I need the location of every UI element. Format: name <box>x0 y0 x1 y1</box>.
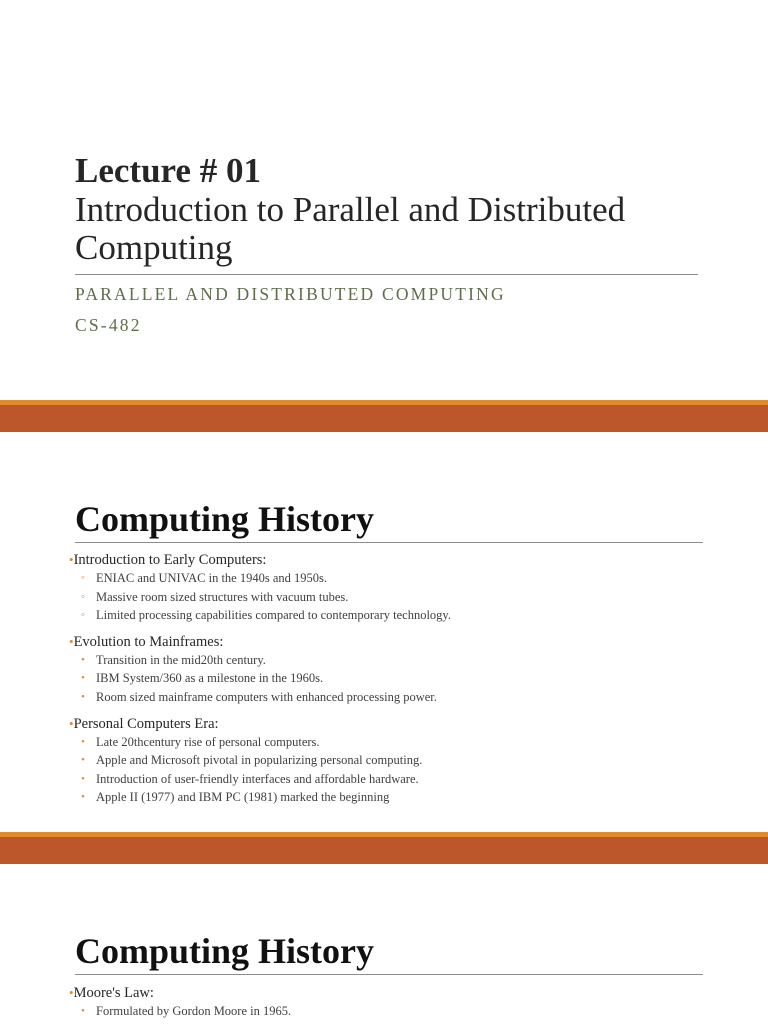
title-divider-line <box>75 274 698 275</box>
bullet-icon: • <box>69 985 74 1000</box>
bullet-heading-text: Evolution to Mainframes: <box>73 633 224 650</box>
sub-bullet-text: Limited processing capabilities compared to contemporary technology. <box>96 608 451 623</box>
slide-separator <box>0 832 768 864</box>
bullet-icon: • <box>81 690 85 703</box>
bullet-section <box>69 715 709 807</box>
slide-content <box>69 551 709 815</box>
sub-bullet-text: Apple and Microsoft pivotal in popularizing personal computing. <box>96 753 423 768</box>
sub-bullet-item <box>69 788 709 807</box>
bullet-section <box>69 633 709 707</box>
hollow-bullet-icon: ◦ <box>81 609 85 622</box>
bullet-heading-text: Moore's Law: <box>73 985 154 1001</box>
sub-bullet-text: Massive room sized structures with vacuum tubes. <box>96 589 349 604</box>
sub-bullet-text: Introduction of user-friendly interfaces and affordable hardware. <box>96 771 419 786</box>
sub-bullet-item <box>69 688 709 707</box>
bullet-icon: • <box>81 653 85 666</box>
sub-bullet-item <box>69 1002 709 1021</box>
sub-bullet-item <box>69 669 709 688</box>
sub-bullet-item <box>69 733 709 752</box>
sub-bullet-text: IBM System/360 as a milestone in the 1960s. <box>96 671 324 686</box>
sub-bullet-item <box>69 569 709 588</box>
lecture-title-line2: Computing <box>75 228 233 267</box>
bullet-icon: • <box>81 772 85 785</box>
bullet-icon: • <box>81 791 85 804</box>
slide-separator <box>0 400 768 432</box>
sub-bullet-text: Transition in the mid20th century. <box>96 652 266 667</box>
bullet-heading-text: Introduction to Early Computers: <box>73 552 267 568</box>
sub-bullet-item <box>69 588 709 607</box>
bullet-heading <box>69 715 709 733</box>
lecture-title-line1: Introduction to Parallel and Distributed <box>75 190 626 229</box>
sub-bullet-text: Apple II (1977) and IBM PC (1981) marked the beginning <box>96 790 390 805</box>
course-subtitle: PARALLEL AND DISTRIBUTED COMPUTING <box>75 284 506 304</box>
bullet-heading <box>69 633 709 651</box>
bullet-icon: • <box>69 552 74 567</box>
slide-heading: Computing History <box>75 499 375 539</box>
sub-bullet-text: Formulated by Gordon Moore in 1965. <box>96 1004 292 1018</box>
bullet-icon: • <box>81 754 85 767</box>
sub-bullet-text: Late 20thcentury rise of personal computers. <box>96 734 320 749</box>
slide-heading: Computing History <box>75 931 375 971</box>
separator-accent-line <box>0 400 768 405</box>
hollow-bullet-icon: ◦ <box>81 590 85 603</box>
title-slide <box>0 0 768 400</box>
computing-history-slide-1 <box>0 432 768 832</box>
course-code: CS-482 <box>75 315 142 335</box>
bullet-icon: • <box>81 1005 85 1017</box>
hollow-bullet-icon: ◦ <box>81 572 85 584</box>
heading-divider-line <box>75 974 703 975</box>
separator-accent-line <box>0 832 768 837</box>
bullet-icon: • <box>81 735 85 748</box>
bullet-icon: • <box>69 715 74 731</box>
sub-bullet-item <box>69 751 709 770</box>
sub-bullet-item <box>69 606 709 625</box>
bullet-icon: • <box>69 633 74 649</box>
bullet-heading <box>69 984 709 1002</box>
sub-bullet-text: Room sized mainframe computers with enhanced processing power. <box>96 689 437 704</box>
computing-history-slide-2 <box>0 864 768 1024</box>
sub-bullet-text: ENIAC and UNIVAC in the 1940s and 1950s. <box>96 571 328 585</box>
bullet-heading <box>69 551 709 569</box>
heading-divider-line <box>75 542 703 543</box>
slide-content <box>69 984 709 1024</box>
lecture-title <box>75 191 715 267</box>
bullet-section <box>69 551 709 625</box>
sub-bullet-item <box>69 770 709 789</box>
bullet-section <box>69 984 709 1021</box>
lecture-number: Lecture # 01 <box>75 151 261 190</box>
bullet-icon: • <box>81 672 85 685</box>
sub-bullet-item <box>69 651 709 670</box>
bullet-heading-text: Personal Computers Era: <box>73 715 219 732</box>
